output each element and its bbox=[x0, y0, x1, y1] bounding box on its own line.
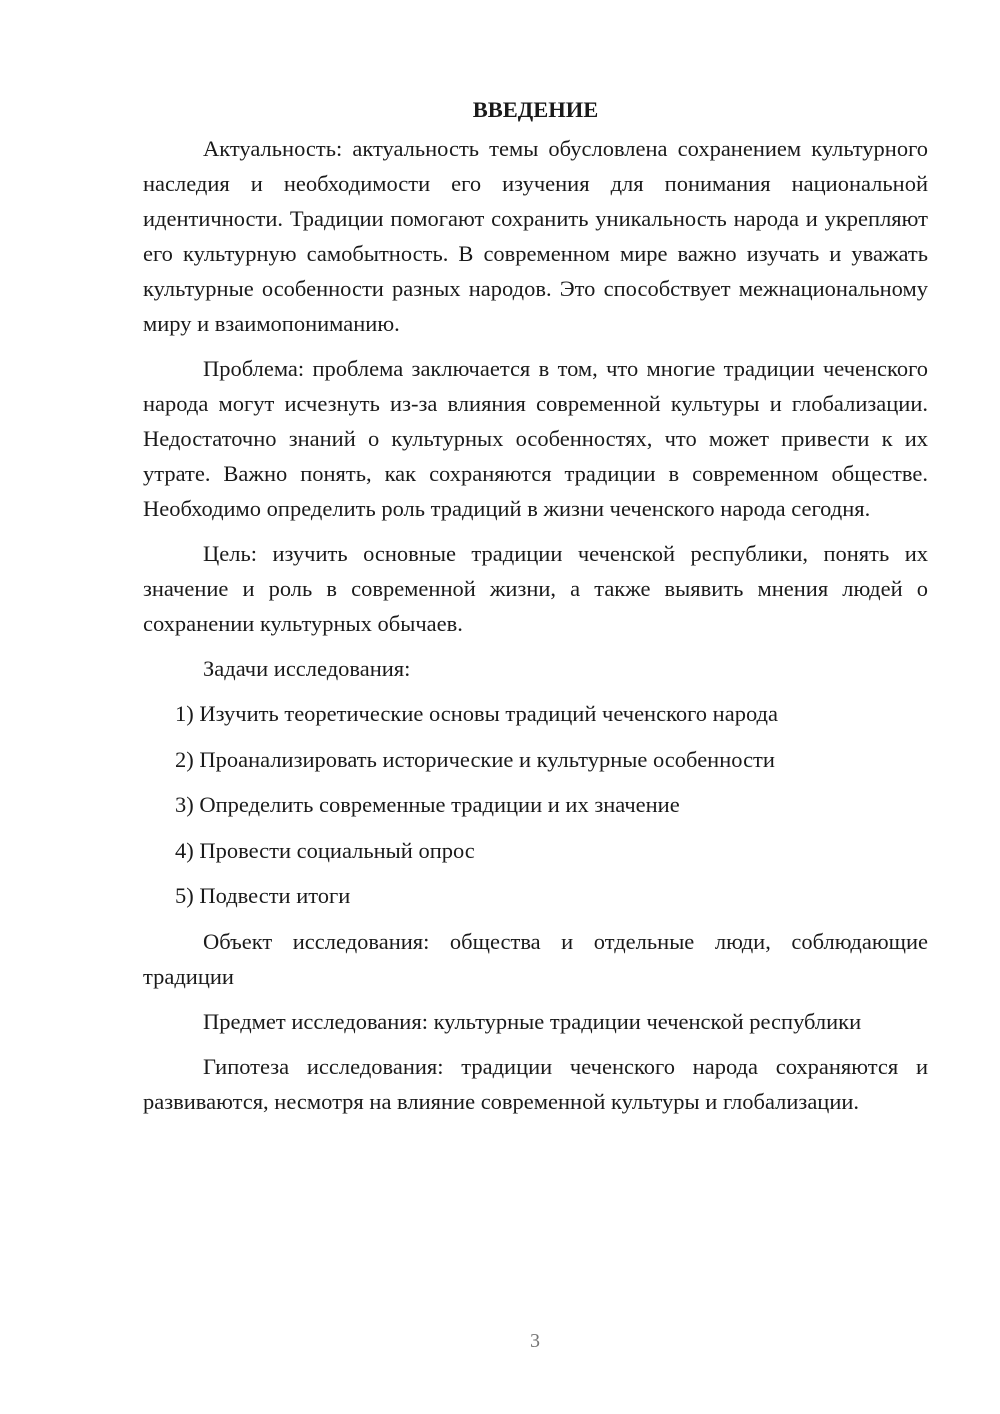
task-item: 2) Проанализировать исторические и культурные особенности bbox=[175, 746, 775, 772]
goal-paragraph: Цель: изучить основные традиции чеченской республики, понять их значение и роль в современной жизни, а также выявить мнения людей о сохранении культурных обычаев. bbox=[143, 541, 928, 636]
subject-paragraph: Предмет исследования: культурные традиции чеченской республики bbox=[203, 1008, 862, 1034]
task-item: 4) Провести социальный опрос bbox=[175, 837, 475, 863]
page-content bbox=[143, 92, 928, 1129]
tasks-title: Задачи исследования: bbox=[203, 656, 411, 681]
task-item: 3) Определить современные традиции и их значение bbox=[175, 792, 680, 817]
task-item: 1) Изучить теоретические основы традиций чеченского народа bbox=[175, 701, 778, 726]
hypothesis-paragraph: Гипотеза исследования: традиции чеченского народа сохраняются и развиваются, несмотря на влияние современной культуры и глобализации. bbox=[143, 1053, 928, 1114]
tasks-list bbox=[143, 696, 928, 913]
section-heading: ВВЕДЕНИЕ bbox=[472, 97, 599, 122]
page-number: 3 bbox=[530, 1330, 540, 1352]
task-item: 5) Подвести итоги bbox=[175, 883, 351, 908]
object-paragraph: Объект исследования: общества и отдельные люди, соблюдающие традиции bbox=[143, 928, 928, 989]
problem-paragraph: Проблема: проблема заключается в том, что многие традиции чеченского народа могут исчезнуть из-за влияния современной культуры и глобализации. Недостаточно знаний о культурных особенностях, что может привести к их утрате. Важно понять, как сохраняются традиции в современном обществе. Необходимо определить роль традиций в жизни чеченского народа сегодня. bbox=[143, 356, 928, 521]
relevance-paragraph: Актуальность: актуальность темы обусловлена сохранением культурного наследия и необходимости его изучения для понимания национальной идентичности. Традиции помогают сохранить уникальность народа и укрепляют его культурную самобытность. В современном мире важно изучать и уважать культурные особенности разных народов. Это способствует межнациональному миру и взаимопониманию. bbox=[143, 136, 928, 336]
